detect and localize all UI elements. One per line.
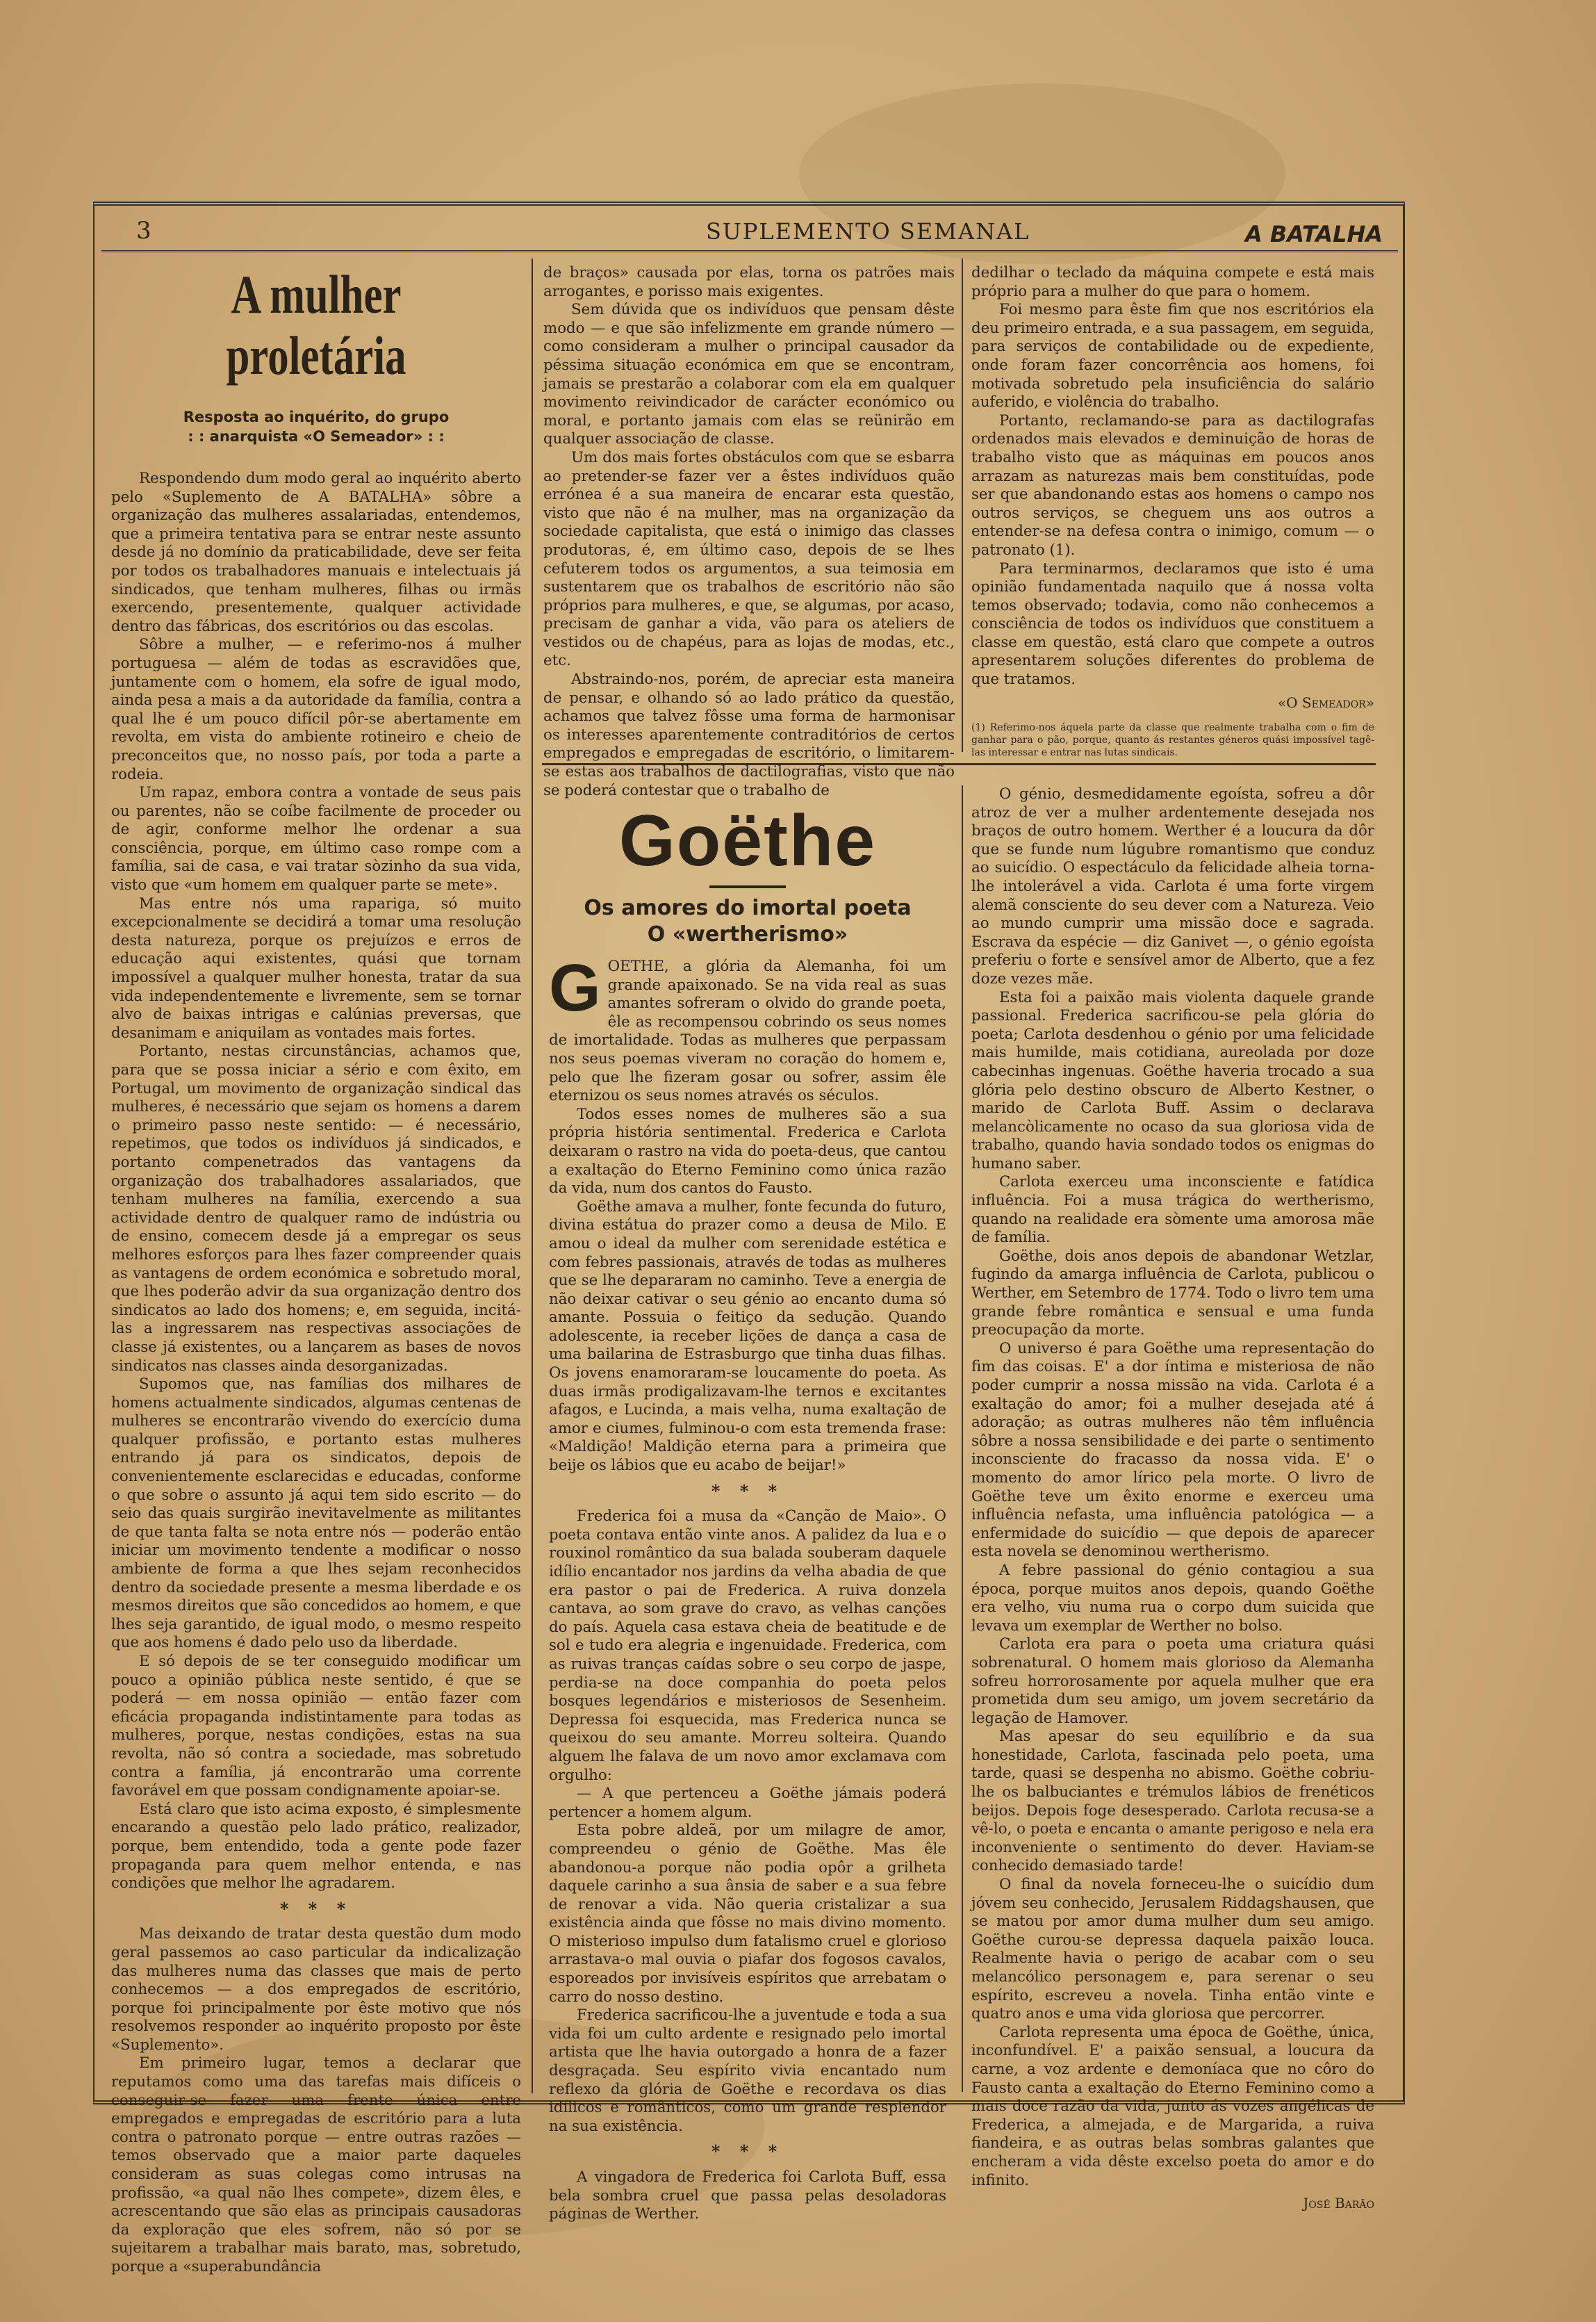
paragraph: Frederica sacrificou-lhe a juventude e toda a sua vida foi um culto ardente e resignado pelo imortal artista que lhe havia outorgado a honra de a fazer desgraçada. Seu espírito vivia encantado num reflexo da glória de Goëthe e recordava os dias idílicos e românticos, como um grande resplendor na sua existência. bbox=[549, 2006, 946, 2135]
article-goethe-col1 bbox=[549, 799, 946, 2224]
paragraph: A febre passional do génio contagiou a sua época, porque muitos anos depois, quando Goëthe era velho, viu numa rua o corpo dum suicida que levava um exemplar de Werther no bolso. bbox=[971, 1561, 1374, 1635]
paragraph: Esta pobre aldeã, por um milagre de amor, compreendeu o génio de Goëthe. Mas êle abandonou-a porque não podia opôr a grilheta daquele carinho a sua ânsia de saber e a sua febre de renovar a vida. Não queria cristalizar a sua existência ainda que fôsse no mais divino momento. O misterioso impulso dum fatalismo cruel e glorioso arrastava-o mal ouvia o piafar dos fogosos cavalos, esporeados por invisíveis espíritos que arrebatam o carro do nosso destino. bbox=[549, 1822, 946, 2006]
article-proletaria-col3 bbox=[971, 264, 1374, 759]
paragraph: Goëthe, dois anos depois de abandonar Wetzlar, fugindo da amarga influência de Carlota, publicou o Werther, em Setembro de 1774. Todo o livro tem uma grande febre romântica e sensual e uma funda preocupação da morte. bbox=[971, 1247, 1374, 1339]
paragraph: Carlota exerceu uma inconsciente e fatídica influência. Foi a musa trágica do wertherismo, quando na realidade era sòmente uma amorosa mãe de família. bbox=[971, 1173, 1374, 1247]
paragraph: Esta foi a paixão mais violenta daquele grande passional. Frederica sacrificou-se pela glória do poeta; Carlota desdenhou o génio por uma felicidade mais humilde, mais cotidiana, aureolada por doze cabecinhas ingenuas. Goëthe haveria trocado a sua glória pelo destino obscuro de Alberto Kestner, o marido de Carlota Buff. Assim o declarava melancòlicamente no ocaso da sua gloriosa vida de trabalho, quando havia sondado todos os enigmas do humano saber. bbox=[971, 988, 1374, 1172]
paragraph: Está claro que isto acima exposto, é simplesmente encarando a questão pelo lado prático, realizador, porque, bem entendido, toda a gente pode fazer propaganda para quem melhor entenda, e nas condições que melhor lhe agradarem. bbox=[111, 1800, 521, 1892]
paragraph: Abstraindo-nos, porém, de apreciar esta maneira de pensar, e olhando só ao lado prático da questão, achamos que talvez fôsse uma forma de harmonisar os interesses aparentemente contraditórios de certos empregados e empregadas de escritório, o limitarem-se estas aos trabalhos de dactilografias, visto que não se poderá contestar que o trabalho de bbox=[543, 671, 955, 799]
paragraph: Portanto, reclamando-se para as dactilografas ordenados mais elevados e deminuição de horas de trabalho visto que as máquinas em poucos anos arrazam as naturezas mais bem constituídas, pode ser que abandonando estas aos homens o campo nos outros serviços, se cheguem uns aos outros a entender-se na defesa contra o inimigo, comum — o patronato (1). bbox=[971, 411, 1374, 559]
footnote: (1) Referimo-nos áquela parte da classe que realmente trabalha com o fim de ganhar para o pão, porque, quanto ás restantes géneros quási impossível tagê-las interessar e entrar nas lutas sindicais. bbox=[971, 722, 1374, 759]
paragraph: Portanto, nestas circunstâncias, achamos que, para que se possa iniciar a sério e com êxito, em Portugal, um movimento de organização sindical das mulheres, é necessário que sejam os homens a darem o primeiro passo neste sentido: — é necessário, repetimos, que todos os indivíduos já sindicados, e portanto compenetrados das vantagens da organização dos trabalhadores assalariados, que tenham mulheres na família, exercendo a sua actividade dentro de qualquer ramo de indústria ou de ensino, comecem desde já a empregar os seus melhores esforços para lhes fazer compreender quais as vantagens de ordem económica e sobretudo moral, que lhes poderão advir da sua organização dentro dos sindicatos ao lado dos homens; e, em seguida, incitá-las a ingressarem nas respectivas associações de classe já existentes, ou a lançarem as bases de novos sindicatos nas classes ainda desorganizadas. bbox=[111, 1043, 521, 1375]
paragraph: Um rapaz, embora contra a vontade de seus pais ou parentes, não se coíbe facilmente de proceder ou de agir, conforme melhor lhe ordenar a sua consciência, porque, em último caso rompe com a família, sai de casa, e vai tratar sòzinho da sua vida, visto que «um homem em qualquer parte se mete». bbox=[111, 784, 521, 894]
paragraph: Todos esses nomes de mulheres são a sua própria história sentimental. Frederica e Carlota deixaram o rastro na vida do poeta-deus, que cantou a exaltação do Eterno Feminino como única razão da vida, num dos cantos do Fausto. bbox=[549, 1105, 946, 1197]
paragraph: Em primeiro lugar, temos a declarar que reputamos como uma das tarefas mais difíceis o conseguir-se fazer uma frente única entre empregados e empregadas de escritório para a luta contra o patronato porque — entre outras razões — temos observado que a maior parte daqueles consideram as suas colegas como intrusas na profissão, «a qual não lhes compete», dizem êles, e acrescentando que são elas as principais causadoras da exploração que eles sofrem, não só por se sujeitarem a trabalhar mais barato, mas, sobretudo, porque a «superabundância bbox=[111, 2054, 521, 2275]
article-proletaria-col1 bbox=[111, 264, 521, 2277]
paragraph: Carlota representa uma época de Goëthe, única, inconfundível. E' a paixão sensual, a loucura da carne, a voz ardente e demoníaca que no côro do Fausto canta a exaltação do Eterno Feminino como a mais doce razão da vida, junto ás vozes angélicas de Frederica, a almejada, e de Margarida, a ruiva fiandeira, e as outras belas sombras galantes que encheram a vida dêste excelso poeta do amor e do infinito. bbox=[971, 2023, 1374, 2189]
section-break: * * * bbox=[711, 2141, 784, 2162]
paragraph: Respondendo dum modo geral ao inquérito aberto pelo «Suplemento de A BATALHA» sôbre a organização das mulheres assalariadas, entendemos, que a primeira tentativa para se entrar neste assunto desde já no domínio da praticabilidade, deve ser feita por todos os trabalhadores manuais e intelectuais já sindicados, que tenham mulheres, filhas ou irmãs exercendo, presentemente, qualquer actividade dentro das fábricas, dos escritórios ou das escolas. bbox=[111, 470, 521, 635]
newspaper-name: A BATALHA bbox=[1244, 221, 1383, 247]
paragraph: Goëthe amava a mulher, fonte fecunda do futuro, divina estátua do prazer como a deusa de Milo. E amou o ideal da mulher com serenidade estética e com febres passionais, através de todas as mulheres que se lhe depararam no caminho. Teve a energia de não deixar cativar o seu génio ao encanto duma só amante. Possuia o feitiço da sedução. Quando adolescente, ia receber lições de dança a casa de uma bailarina de Estrasburgo que tinha duas filhas. Os jovens enamoraram-se loucamente do poeta. As duas irmãs prodigalizavam-lhe ternos e excitantes afagos, e Lucinda, a mais velha, numa exaltação de amor e ciumes, fulminou-o com esta tremenda frase: «Maldição! Maldição eterna para a primeira que beije os lábios que eu acabo de beijar!» bbox=[549, 1197, 946, 1475]
signature: «O Semeador» bbox=[1277, 694, 1374, 711]
section-break: * * * bbox=[711, 1480, 784, 1501]
paragraph: Sem dúvida que os indivíduos que pensam dêste modo — e que são infelizmente em grande número — como consideram a mulher o principal causador da péssima situação económica em que se encontram, jamais se prestarão a colaborar com ela em qualquer movimento reivindicador de carácter económico ou moral, e portanto jamais com elas se reünirão em qualquer associação de classe. bbox=[543, 301, 955, 448]
paragraph: Mas deixando de tratar desta questão dum modo geral passemos ao caso particular da indicalização das mulheres numa das classes que mais de perto conhecemos — a dos empregados de escritório, porque foi principalmente por êste motivo que nós resolvemos responder ao inquérito proposto por êste «Suplemento». bbox=[111, 1925, 521, 2054]
paragraph: Supomos que, nas famílias dos milhares de homens actualmente sindicados, algumas centenas de mulheres se encontrarão vivendo do exercício duma qualquer profissão, e portanto estas mulheres entrando já para os sindicatos, depois de convenientemente esclarecidas e educadas, conforme o que sobre o assunto já aqui tem sido escrito — do seio das quais surgirão inevitavelmente as militantes de que tanta falta se nota entre nós — poderão então iniciar um movimento tendente a modificar o nosso ambiente de forma a que lhes sejam reconhecidos dentro da sociedade presente a mesma liberdade e os mesmos direitos que são concedidos ao homem, e que lhes seja garantido, de igual modo, o mesmo respeito que aos homens é dado pelo uso da liberdade. bbox=[111, 1375, 521, 1652]
paragraph: Mas apesar do seu equilíbrio e da sua honestidade, Carlota, fascinada pelo poeta, uma tarde, quasi se despenha no abismo. Goëthe cobriu-lhe os balbuciantes e trémulos lábios de frenéticos beijos. Depois foge desesperado. Carlota recusa-se a vê-lo, o poeta e encanta o amante perigoso e nela era inconveniente o sentimento do dever. Haviam-se conhecido demasiado tarde! bbox=[971, 1728, 1374, 1875]
paragraph: Sôbre a mulher, — e referimo-nos á mulher portuguesa — além de todas as escravidões que, juntamente com o homem, ela sofre de igual modo, ainda pesa a mais a da autoridade da família, contra a qual lhe é um pouco difícil pôr-se abertamente em revolta, em vista do ambiente rotineiro e cheio de preconceitos que, no nosso país, por toda a parte a rodeia. bbox=[111, 636, 521, 783]
paragraph: Um dos mais fortes obstáculos com que se esbarra ao pretender-se fazer ver a êstes indivíduos quão errónea é a sua maneira de encarar esta questão, visto que não é na mulher, mas na organização da sociedade capitalista, que está o inimigo das classes produtoras, é, em último caso, depois de se lhes cefuterem todos os argumentos, a sua teimosia em sustentarem que os trabalhos de escritório não são próprios para mulheres, e que, se algumas, por acaso, precisam de ganhar a vida, vão para os ateliers de vestidos ou de chapéus, para as lojas de modas, etc., etc. bbox=[543, 448, 955, 670]
column-divider bbox=[532, 259, 533, 2093]
paragraph: dedilhar o teclado da máquina compete e está mais próprio para a mulher do que para o homem. bbox=[971, 264, 1374, 300]
paragraph: OETHE, a glória da Alemanha, foi um grande apaixonado. Se na vida real as suas amantes sofreram o olvido do grande poeta, êle as recompensou cobrindo os seus nomes de imortalidade. Todas as mulheres que perpassam nos seus poemas viveram no coração do homem e, pelo que lhe fizeram gosar ou sofrer, assim êle eternizou os seus nomes através os séculos. bbox=[549, 958, 946, 1105]
title-rule bbox=[709, 885, 786, 888]
article-goethe-col2 bbox=[971, 785, 1374, 2213]
article-subtitle: Resposta ao inquérito, do grupo : : anarquista «O Semeador» : : bbox=[183, 409, 450, 445]
page-number: 3 bbox=[136, 217, 151, 245]
column-divider bbox=[962, 785, 963, 2092]
paragraph: O universo é para Goëthe uma representação do fim das coisas. E' a dor íntima e misteriosa de não poder cumprir a nossa missão na vida. Carlota é a exaltação do amor; foi a mulher desejada até á adoração; as outras mulheres não têm influência sôbre a nossa sensibilidade e dei parte o sentimento inconsciente do fracasso da nossa vida. E' o momento do amor lírico pela morte. O livro de Goëthe teve um êxito enorme e exerceu uma influência nefasta, uma influência patológica — a enfermidade do suicídio — que depois de aparecer esta novela se denominou wertherismo. bbox=[971, 1339, 1374, 1561]
article-title: Goëthe bbox=[618, 801, 877, 881]
section-break: * * * bbox=[279, 1898, 353, 1919]
paragraph: Foi mesmo para êste fim que nos escritórios ela deu primeiro entrada, e a sua passagem, em seguida, para serviços de contabilidade ou de expediente, onde foram fazer concorrência aos homens, foi motivada sobretudo pela insuficiência do salário auferido, e violência do trabalho. bbox=[971, 301, 1374, 411]
signature: José Barão bbox=[1303, 2195, 1374, 2212]
paragraph: Para terminarmos, declaramos que isto é uma opinião fundamentada naquilo que á nossa volta temos observado; todavia, como não conhecemos a consciência de todos os indivíduos que constituem a classe em questão, está claro que compete a outros apresentarem soluções diferentes do problema de que tratamos. bbox=[971, 559, 1374, 689]
article-subtitle: Os amores do imortal poeta O «wertherismo» bbox=[584, 896, 912, 947]
paragraph: A vingadora de Frederica foi Carlota Buff, essa bela sombra cruel que passa pelas desoladoras páginas de Werther. bbox=[549, 2168, 946, 2223]
column-divider bbox=[962, 259, 963, 752]
article-proletaria-col2 bbox=[543, 264, 955, 799]
paragraph: O final da novela forneceu-lhe o suicídio dum jóvem seu conhecido, Jerusalem Riddagshausen, que se matou por amor duma mulher dum seu amigo. Goëthe curou-se depressa daquela paixão louca. Realmente havia o perigo de acabar com o seu melancólico personagem e, para serenar o seu espírito, escreveu a novela. Tinha então vinte e quatro anos e uma vida gloriosa que percorrer. bbox=[971, 1876, 1374, 2023]
paragraph: E só depois de se ter conseguido modificar um pouco a opinião pública neste sentido, é que se poderá — em nossa opinião — então fazer com eficácia propaganda indistintamente para todas as mulheres, porque, nestas condições, estas na sua revolta, não só contra a sociedade, mas sobretudo contra a família, já encontrarão uma corrente favorável em que possam condignamente apoiar-se. bbox=[111, 1653, 521, 1800]
paragraph: Mas entre nós uma rapariga, só muito excepcionalmente se decidirá a tomar uma resolução desta natureza, porque os prejuízos e erros de educação aqui existentes, quási que tornam impossível a qualquer mulher honesta, tratar da sua vida independentemente e livremente, sem se tornar alvo de baixas intrigas e calúnias preversas, que desanimam e aniquilam as vontades mais fortes. bbox=[111, 894, 521, 1042]
paragraph: — A que pertenceu a Goëthe jámais poderá pertencer a homem algum. bbox=[549, 1785, 946, 1821]
paragraph: Carlota era para o poeta uma criatura quási sobrenatural. O homem mais glorioso da Alemanha sofreu horrorosamente por aquela mulher que era prometida dum seu amigo, um jovem secretário da legação de Hamover. bbox=[971, 1635, 1374, 1727]
drop-cap: G bbox=[549, 951, 601, 1025]
supplement-title: SUPLEMENTO SEMANAL bbox=[706, 218, 1030, 245]
page-header bbox=[101, 209, 1398, 252]
paragraph: O génio, desmedidamente egoísta, sofreu a dôr atroz de ver a mulher ardentemente desejada nos braços de outro homem. Werther é a loucura da dôr que se funde num lúgubre romantismo que conduz ao suicídio. O espectáculo da felicidade alheia torna-lhe intolerável a vida. Carlota é uma forte virgem alemã consciente do seu dever com a Natureza. Veio ao mundo cumprir uma missão doce e sagrada. Escrava da espécie — diz Ganivet —, o génio egoísta preferiu o forte e sensível amor de Alberto, que a fez doze vezes mãe. bbox=[971, 785, 1374, 988]
paragraph: Frederica foi a musa da «Canção de Maio». O poeta contava então vinte anos. A palidez da lua e o rouxinol romântico da sua balada souberam daquele idílio encantador nos jardins da velha abadia de que era pastor o pai de Frederica. A ruiva donzela cantava, ao som grave do cravo, as velhas canções do país. Aquela casa estava cheia de beatitude e de sol e tudo era alegria e ingenuidade. Frederica, com as ruivas tranças caídas sobre o seu corpo de jaspe, perdia-se na doce companhia do poeta pelos bosques legendários e misteriosos de Sesenheim. Depressa foi esquecida, mas Frederica nunca se queixou do seu amante. Morreu solteira. Quando alguem lhe falava de um novo amor exclamava com orgulho: bbox=[549, 1507, 946, 1784]
paragraph: de braços» causada por elas, torna os patrões mais arrogantes, e porisso mais exigentes. bbox=[543, 264, 955, 300]
article-title: A mulher proletária bbox=[226, 264, 406, 386]
